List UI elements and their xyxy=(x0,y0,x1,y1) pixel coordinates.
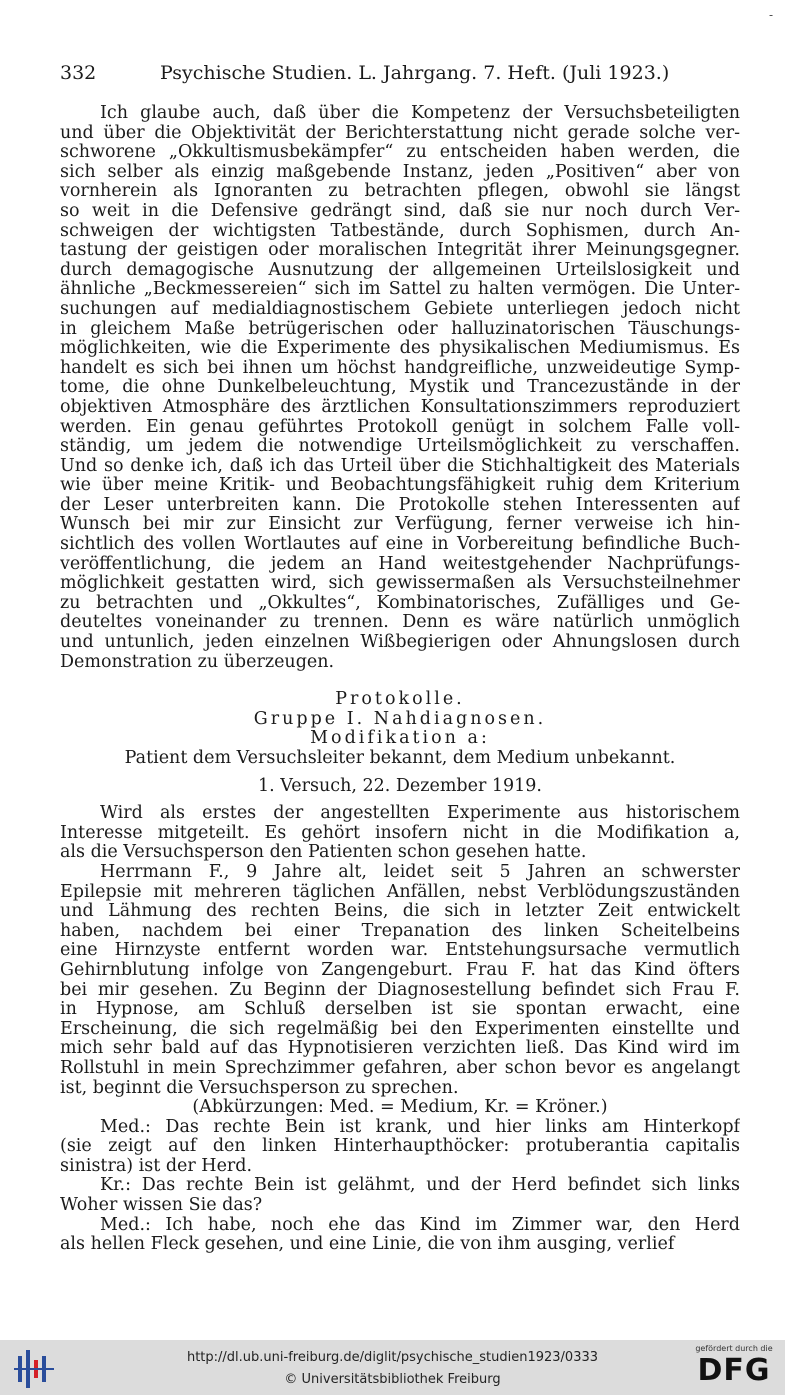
dialogue-line: sinistra) ist der Herd. xyxy=(60,1156,253,1176)
text-line: schweigen der wichtigsten Tatbestände, durch Sophismen, durch An- xyxy=(60,221,740,241)
dialogue-line: als hellen Fleck gesehen, und eine Linie, die von ihm ausging, verlief xyxy=(60,1235,675,1255)
dfg-tagline: gefördert durch die xyxy=(695,1344,773,1353)
heading-protokolle: Protokolle. xyxy=(335,690,465,710)
text-line: Und so denke ich, daß ich das Urteil über die Stichhaltigkeit des Materials xyxy=(60,456,740,476)
footer-bar xyxy=(0,1340,785,1395)
dialogue-line: Woher wissen Sie das? xyxy=(60,1196,263,1216)
heading-patient: Patient dem Versuchsleiter bekannt, dem Medium unbekannt. xyxy=(124,749,676,768)
text-line: eine Hirnzyste entfernt worden war. Entstehungsursache vermutlich xyxy=(60,941,740,961)
text-line: Gehirnblutung infolge von Zangengeburt. Frau F. hat das Kind öfters xyxy=(60,960,740,980)
text-line: und untunlich, jeden einzelnen Wißbegierigen oder Ahnungslosen durch xyxy=(60,633,740,653)
text-line: so weit in die Defensive gedrängt sind, daß sie nur noch durch Ver- xyxy=(60,201,740,221)
text-line: sich selber als einzig maßgebende Instanz, jeden „Positiven“ aber von xyxy=(60,162,740,182)
text-line: tome, die ohne Dunkelbeleuchtung, Mystik und Trancezustände in der xyxy=(60,378,740,398)
text-line: vornherein als Ignoranten zu betrachten pflegen, obwohl sie längst xyxy=(60,182,740,202)
text-line: als die Versuchsperson den Patienten schon gesehen hatte. xyxy=(60,843,587,863)
dfg-wordmark: DFG xyxy=(697,1353,771,1388)
dialogue-block xyxy=(60,1118,740,1255)
text-line: mich sehr bald auf das Hypnotisieren verzichten ließ. Das Kind wird im xyxy=(60,1039,740,1059)
dialogue-line: Kr.: Das rechte Bein ist gelähmt, und der Herd befindet sich links xyxy=(100,1176,740,1196)
text-line: Rollstuhl in mein Sprechzimmer gefahren, aber schon bevor es angelangt xyxy=(60,1058,740,1078)
body-text xyxy=(60,104,740,1255)
text-line: werden. Ein genau geführtes Protokoll genügt in solchem Falle voll- xyxy=(60,417,740,437)
experiment-intro-paragraph xyxy=(60,804,740,863)
text-line: der Leser unterbreiten kann. Die Protokolle stehen Interessenten auf xyxy=(60,495,740,515)
text-line: zu betrachten und „Okkultes“, Kombinatorisches, Zufälliges und Ge- xyxy=(60,593,740,613)
text-line: möglichkeit gestatten wird, sich gewissermaßen als Versuchsteilnehmer xyxy=(60,574,740,594)
text-line: und über die Objektivität der Berichterstattung nicht gerade solche ver- xyxy=(60,123,740,143)
text-line: deuteltes voneinander zu trennen. Denn es wäre natürlich unmöglich xyxy=(60,613,740,633)
heading-versuch: 1. Versuch, 22. Dezember 1919. xyxy=(258,776,542,796)
text-line: möglichkeiten, wie die Experimente des physikalischen Mediumismus. Es xyxy=(60,339,740,359)
text-line: haben, nachdem bei einer Trepanation des linken Scheitelbeins xyxy=(60,921,740,941)
running-title: Psychische Studien. L. Jahrgang. 7. Heft. (Juli 1923.) xyxy=(160,62,670,84)
text-line: bei mir gesehen. Zu Beginn der Diagnosestellung befindet sich Frau F. xyxy=(60,980,740,1000)
text-line: Epilepsie mit mehreren täglichen Anfällen, nebst Verblödungszuständen xyxy=(60,882,740,902)
text-line: Wunsch bei mir zur Einsicht zur Verfügung, ferner verweise ich hin- xyxy=(60,515,740,535)
footer-url[interactable]: http://dl.ub.uni-freiburg.de/diglit/psychische_studien1923/0333 xyxy=(186,1350,599,1365)
text-line: durch demagogische Ausnutzung der allgemeinen Urteilslosigkeit und xyxy=(60,260,740,280)
dialogue-line: (sie zeigt auf den linken Hinterhaupthöcker: protuberantia capitalis xyxy=(60,1137,740,1157)
text-line: schworene „Okkultismusbekämpfer“ zu entscheiden haben werden, die xyxy=(60,143,740,163)
patient-description-paragraph xyxy=(60,863,740,1098)
text-line: und Lähmung des rechten Beins, die sich in letzter Zeit entwickelt xyxy=(60,902,740,922)
text-line: ähnliche „Beckmessereien“ sich im Sattel zu halten vermögen. Die Unter- xyxy=(60,280,740,300)
text-line: objektiven Atmosphäre des ärztlichen Konsultationszimmers reproduziert xyxy=(60,397,740,417)
corner-mark: - xyxy=(768,8,773,22)
text-line: veröffentlichung, die jedem an Hand weitestgehender Nachprüfungs- xyxy=(60,554,740,574)
text-line: Wird als erstes der angestellten Experimente aus historischem xyxy=(100,804,740,824)
dialogue-line: Med.: Das rechte Bein ist krank, und hier links am Hinterkopf xyxy=(100,1117,740,1137)
footer-copyright: © Universitätsbibliothek Freiburg xyxy=(284,1372,501,1387)
text-line: wie über meine Kritik- und Beobachtungsfähigkeit ruhig dem Kriterium xyxy=(60,476,740,496)
heading-modifikation: Modifikation a: xyxy=(310,729,490,749)
text-line: Interesse mitgeteilt. Es gehört insofern nicht in die Modifikation a, xyxy=(60,823,740,843)
text-line: sichtlich des vollen Wortlautes auf eine in Vorbereitung befindliche Buch- xyxy=(60,535,740,555)
intro-paragraph xyxy=(60,104,740,672)
text-line: Herrmann F., 9 Jahre alt, leidet seit 5 Jahren an schwerster xyxy=(100,862,740,882)
text-line: handelt es sich bei ihnen um höchst handgreifliche, unzweideutige Symp- xyxy=(60,358,740,378)
abbreviations-line: (Abkürzungen: Med. = Medium, Kr. = Kröner.) xyxy=(192,1098,608,1118)
dialogue-line: Med.: Ich habe, noch ehe das Kind im Zimmer war, den Herd xyxy=(100,1215,740,1235)
page-header xyxy=(60,62,740,88)
heading-gruppe: Gruppe I. Nahdiagnosen. xyxy=(253,709,547,729)
page-number: 332 xyxy=(60,62,97,84)
text-line: Ich glaube auch, daß über die Kompetenz der Versuchsbeteiligten xyxy=(100,104,740,123)
text-line: Erscheinung, die sich regelmäßig bei den Experimenten einstellte und xyxy=(60,1019,740,1039)
text-line: tastung der geistigen oder moralischen Integrität ihrer Meinungsgegner. xyxy=(60,241,740,261)
text-line: in gleichem Maße betrügerischen oder halluzinatorischen Täuschungs- xyxy=(60,319,740,339)
text-line: ständig, um jedem die notwendige Urteilsmöglichkeit zu verschaffen. xyxy=(60,437,740,457)
text-line: ist, beginnt die Versuchsperson zu sprechen. xyxy=(60,1078,459,1098)
text-line: in Hypnose, am Schluß derselben ist sie spontan erwacht, eine xyxy=(60,1000,740,1020)
text-line: Demonstration zu überzeugen. xyxy=(60,652,335,672)
dfg-logo xyxy=(690,1344,778,1392)
text-line: suchungen auf medialdiagnostischem Gebiete unterliegen jedoch nicht xyxy=(60,299,740,319)
